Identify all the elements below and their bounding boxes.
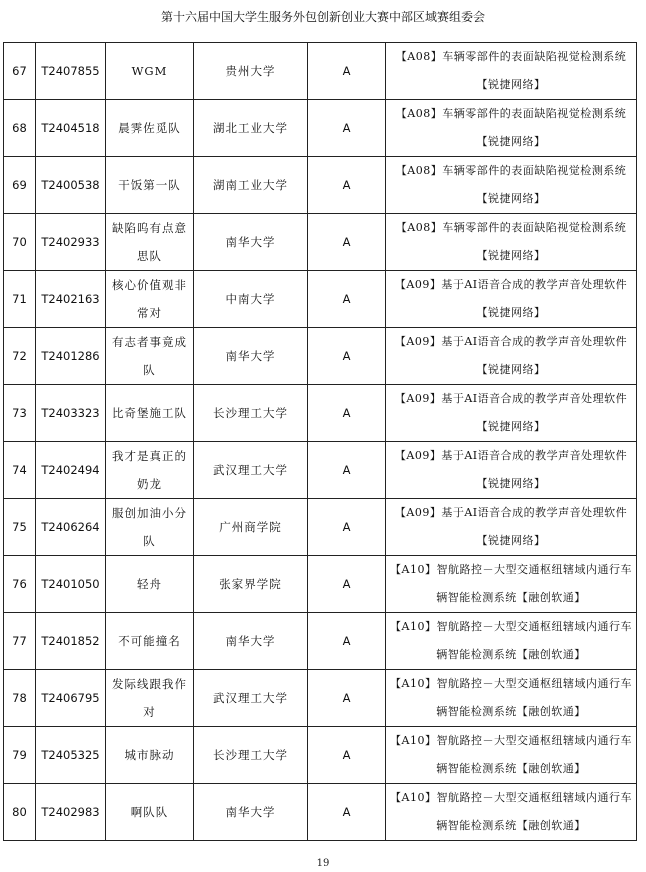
row-number-cell: 73 [4,385,36,442]
topic-cell: 【A10】智航路控－大型交通枢纽辖域内通行车辆智能检测系统【融创软通】 [386,670,637,727]
grade-cell: A [308,784,386,841]
grade-cell: A [308,328,386,385]
team-id-cell: T2402983 [36,784,106,841]
team-id-cell: T2405325 [36,727,106,784]
row-number-cell: 74 [4,442,36,499]
school-name-cell: 长沙理工大学 [194,727,308,784]
grade-cell: A [308,43,386,100]
team-id-cell: T2401286 [36,328,106,385]
topic-cell: 【A08】车辆零部件的表面缺陷视觉检测系统【锐捷网络】 [386,43,637,100]
topic-cell: 【A09】基于AI语音合成的教学声音处理软件【锐捷网络】 [386,499,637,556]
grade-cell: A [308,157,386,214]
topic-cell: 【A09】基于AI语音合成的教学声音处理软件【锐捷网络】 [386,271,637,328]
topic-cell: 【A10】智航路控－大型交通枢纽辖域内通行车辆智能检测系统【融创软通】 [386,613,637,670]
row-number-cell: 79 [4,727,36,784]
grade-cell: A [308,100,386,157]
page-number: 19 [316,858,330,869]
table-row [4,613,637,670]
school-name-cell: 武汉理工大学 [194,442,308,499]
team-id-cell: T2407855 [36,43,106,100]
table-row [4,727,637,784]
table-row [4,214,637,271]
team-id-cell: T2400538 [36,157,106,214]
school-name-cell: 南华大学 [194,613,308,670]
school-name-cell: 南华大学 [194,784,308,841]
school-name-cell: 南华大学 [194,214,308,271]
row-number-cell: 67 [4,43,36,100]
team-id-cell: T2403323 [36,385,106,442]
team-id-cell: T2406264 [36,499,106,556]
table-row [4,385,637,442]
row-number-cell: 77 [4,613,36,670]
grade-cell: A [308,214,386,271]
row-number-cell: 72 [4,328,36,385]
topic-cell: 【A08】车辆零部件的表面缺陷视觉检测系统【锐捷网络】 [386,214,637,271]
table-row [4,328,637,385]
topic-cell: 【A09】基于AI语音合成的教学声音处理软件【锐捷网络】 [386,328,637,385]
school-name-cell: 湖北工业大学 [194,100,308,157]
team-id-cell: T2406795 [36,670,106,727]
team-name-cell: 比奇堡施工队 [106,385,194,442]
grade-cell: A [308,556,386,613]
team-name-cell: 干饭第一队 [106,157,194,214]
table-row [4,271,637,328]
team-name-cell: 有志者事竟成队 [106,328,194,385]
table-row [4,670,637,727]
grade-cell: A [308,271,386,328]
row-number-cell: 69 [4,157,36,214]
row-number-cell: 76 [4,556,36,613]
table-row [4,442,637,499]
grade-cell: A [308,442,386,499]
team-id-cell: T2402933 [36,214,106,271]
team-name-cell: 城市脉动 [106,727,194,784]
grade-cell: A [308,499,386,556]
topic-cell: 【A08】车辆零部件的表面缺陷视觉检测系统【锐捷网络】 [386,100,637,157]
table-row [4,784,637,841]
topic-cell: 【A08】车辆零部件的表面缺陷视觉检测系统【锐捷网络】 [386,157,637,214]
team-name-cell: WGM [106,43,194,100]
team-name-cell: 缺陷呜有点意思队 [106,214,194,271]
team-name-cell: 核心价值观非常对 [106,271,194,328]
row-number-cell: 78 [4,670,36,727]
table-row [4,100,637,157]
school-name-cell: 广州商学院 [194,499,308,556]
grade-cell: A [308,670,386,727]
team-name-cell: 我才是真正的奶龙 [106,442,194,499]
table-row [4,43,637,100]
school-name-cell: 湖南工业大学 [194,157,308,214]
school-name-cell: 贵州大学 [194,43,308,100]
school-name-cell: 南华大学 [194,328,308,385]
table-row [4,157,637,214]
page-header: 第十六届中国大学生服务外包创新创业大赛中部区域赛组委会 [160,10,485,24]
grade-cell: A [308,613,386,670]
team-id-cell: T2401852 [36,613,106,670]
school-name-cell: 长沙理工大学 [194,385,308,442]
row-number-cell: 80 [4,784,36,841]
row-number-cell: 70 [4,214,36,271]
grade-cell: A [308,385,386,442]
row-number-cell: 68 [4,100,36,157]
table-row [4,556,637,613]
topic-cell: 【A10】智航路控－大型交通枢纽辖域内通行车辆智能检测系统【融创软通】 [386,727,637,784]
row-number-cell: 71 [4,271,36,328]
team-id-cell: T2404518 [36,100,106,157]
school-name-cell: 武汉理工大学 [194,670,308,727]
topic-cell: 【A10】智航路控－大型交通枢纽辖域内通行车辆智能检测系统【融创软通】 [386,784,637,841]
results-table [3,42,637,841]
team-name-cell: 啊队队 [106,784,194,841]
table-row [4,499,637,556]
school-name-cell: 张家界学院 [194,556,308,613]
team-name-cell: 晨霁佐觅队 [106,100,194,157]
team-name-cell: 不可能撞名 [106,613,194,670]
team-name-cell: 服创加油小分队 [106,499,194,556]
results-table-body [4,43,637,841]
team-id-cell: T2402494 [36,442,106,499]
topic-cell: 【A09】基于AI语音合成的教学声音处理软件【锐捷网络】 [386,442,637,499]
topic-cell: 【A09】基于AI语音合成的教学声音处理软件【锐捷网络】 [386,385,637,442]
grade-cell: A [308,727,386,784]
team-id-cell: T2401050 [36,556,106,613]
team-id-cell: T2402163 [36,271,106,328]
team-name-cell: 轻舟 [106,556,194,613]
topic-cell: 【A10】智航路控－大型交通枢纽辖域内通行车辆智能检测系统【融创软通】 [386,556,637,613]
team-name-cell: 发际线跟我作对 [106,670,194,727]
row-number-cell: 75 [4,499,36,556]
school-name-cell: 中南大学 [194,271,308,328]
